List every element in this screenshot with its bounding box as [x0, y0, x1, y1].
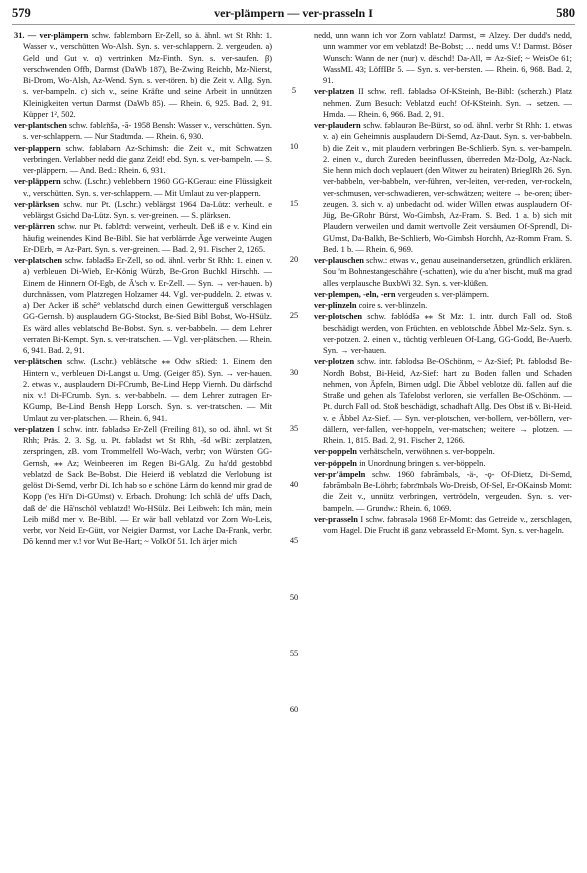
entry-text: schw. intr. fǝblodsǝ Be-OSchönm, ~ Az-Sief; Pt. fǝblodsd Be-Nordh Bobst, Bi-Heid, Az-Sief: hart zu Boden fallen und Schaden nehmen, von Äpfeln, Birnen udgl. Die Äbbel veblotze dü. fallen auf die Straße und gehen als Tafelobst verloren, sie verfallen Be-OSchönm. — Pt. durch Fall od. Stoß beschädigt, schadhaft Allg. Des Obst iß v. Bi-Heid. v. e Äbbel Az-Sief. — Syn. ver-plotschen, ver-bollern, ver-böllern, ver-dällern, ver-fallen, ver-hoppeln, ver-matschen; weitere → plotzen. — Rhein. 1, 815. Bad. 2, 91. Fischer 2, 1266. [323, 357, 572, 445]
dictionary-entry [314, 120, 572, 255]
page-number-left: 579 [12, 6, 31, 20]
entry-text: II schw. refl. fǝbladsǝ Of-KSteinh, Be-Bibl: (scherzh.) Platz nehmen. Zum Besuch: Veblatzd euch! Of-KSteinh. Syn. → setzen. — Hmda. — Rhein. 6, 966. Bad. 2, 91. [323, 87, 572, 119]
dictionary-entry [14, 120, 272, 143]
entry-text: in Unordnung bringen s. ver-böppeln. [356, 458, 486, 468]
entry-headword: ver-plantschen [14, 121, 67, 130]
entry-text: schw. fǝblódšǝ ⁎⁎ St Mz: 1. intr. durch Fall od. Stoß beschädigt werden, von Früchten. en veblotschde Äbbel Mz-Selz. Syn. s. ver-potzen. 2. einen v., tüchtig verbleuen Of-Lang, GG-Godd, Be-Auerb. Syn. → ver-hauen. [323, 312, 572, 355]
line-number-gutter [282, 30, 306, 865]
line-number: 5 [291, 86, 297, 95]
dictionary-entry [314, 356, 572, 446]
right-column [314, 30, 572, 865]
entry-headword: ver-plempen, -eln, -ern [314, 289, 396, 299]
entry-headword: ver-poppeln [314, 447, 357, 457]
entry-text: vergeuden s. ver-plämpern. [395, 289, 489, 299]
dictionary-entry [14, 143, 272, 177]
dictionary-entry [14, 176, 272, 199]
line-number: 30 [289, 367, 299, 377]
entry-text: schw. (Lschr.) veblebbern 1960 GG-KGerau: eine Flüssigkeit v., verschütten. Syn. s. ver-schlappern. — Mit Umlaut zu ver-plappern. [23, 177, 272, 198]
entry-headword: ver-platschen [14, 256, 63, 265]
running-head: ver-plämpern — ver-prasseln I [214, 6, 373, 20]
entry-text: coire s. ver-blinzeln. [356, 301, 428, 310]
entry-headword: ver-plätschen [14, 357, 63, 367]
page-number-right: 580 [556, 6, 575, 20]
entry-headword: ver-plaudern [314, 121, 361, 130]
line-number: 15 [289, 198, 299, 208]
dictionary-entry [314, 86, 572, 120]
entry-headword: ver-plotzen [314, 357, 355, 367]
entry-text: schw. fǝblɛmbǝrn Er-Zell, so ä. ähnl. wt St Rhh: 1. Wasser v., verschütten Wo-Alsh. Syn. s. ver-schlappern. 2. vergeuden. a) Geld und Gut v. α) vertrinken Mz-Finth. Syn. s. ver-saufen. β) verschwenden Offb, Darmst (DaWb 187), Be-Zwing Reichb, Mz-Nierst, Bi-Drom, Wo-Alsh, Az-Wend. Syn. s. ver-tören. b) die Zeit v. Allg. Syn. s. ver-bampeln. c) sich v., seine Kräfte und seine Arbeit in unnützen Kleinigkeiten vertun Darmst (DaWb 85). — Rhein. 6, 925. Bad. 2, 91. Küpper 1², 502. [23, 31, 272, 119]
line-number: 20 [289, 254, 299, 264]
entry-headword: ver-pläppern [14, 177, 61, 187]
entry-text: schw. fǝblɛ̃nšǝ, -ā- 1958 Bensh: Wasser v., verschütten. Syn. s. ver-schlappern. — Nur Stadtmda. — Rhein. 6, 930. [23, 121, 272, 142]
entry-headword: ver-platzen [14, 424, 55, 434]
entry-text: schw. nur Pt. (Lschr.) veblärgst 1964 Da-Lütz: verheult. e veblärgst Gsichd Da-Lütz. Syn. s. ver-greinen. — S. plärksen. [23, 199, 272, 220]
line-number: 10 [289, 142, 299, 152]
entry-headword: ver-pöppeln [314, 458, 357, 468]
entry-text: schw. 1960 fǝbrāmbǝls, -ä-, -ǫ- Of-Dietz, Di-Semd, fǝbrāmbǝln Be-Löhrb; fǝbrɛ̄mbǝls Wo-Dreisb, Of-Sel, Er-OKainsb Momt: die Zeit v., unnütz verbringen, vertrödeln, vergeuden. Syn. s. ver-bampeln. — Grundw.: Rhein. 6, 1069. [323, 469, 572, 513]
entry-text: nedd, unn wann ich vor Zorn vablatz! Darmst, ≃ Alzey. Der dudd's nedd, unn wammer vor em veblatzd! Be-Bobst; … nedd ums V.! Darmst. Böser Wunsch: Wann de ner (nur) v. dëschd! Da-All, ≃ Az-Sief; ~ WeisOe 61; WassML 43; LöffIBr 5. — Syn. s. ver-bersten. — Rhein. 6, 968. Bad. 2, 91. [314, 31, 572, 85]
line-number: 55 [289, 649, 299, 658]
entry-headword: ver-plinzeln [314, 301, 357, 310]
line-number: 45 [289, 536, 299, 546]
dictionary-entry [314, 446, 572, 457]
dictionary-entry [314, 289, 572, 300]
line-number: 50 [289, 592, 299, 602]
dictionary-entry [314, 458, 572, 469]
dictionary-entry [14, 255, 272, 356]
entry-headword: ver-plappern [14, 143, 61, 153]
dictionary-entry [314, 30, 572, 86]
dictionary-entry [14, 424, 272, 548]
dictionary-entry [14, 199, 272, 222]
entry-headword: ver-platzen [314, 87, 355, 97]
entry-text: schw. nur Pt. fǝblɛ̄rd: verweint, verheult. Deß iß e v. Kind ein häufig weinendes Kind Be-Bibl. Sie hat verblärrde Äge verweinte Augen Er-DErb, ≃ Az-Part. Syn. s. ver-greinen. — Bad. 2, 91. Fischer 2, 1265. [23, 222, 272, 254]
columns [12, 30, 575, 865]
entry-text: schw. fǝblabǝrn Az-Schimsh: die Zeit v., mit Schwatzen verbringen. Verlabber nedd die ganz Zeid! ebd. Syn. s. ver-bampeln. — S. ver-pläppern. — And. Bed.: Rhein. 6, 931. [23, 143, 272, 175]
entry-text: I schw. intr. fǝbladsǝ Er-Zell (Freiling 81), so od. ähnl. wt St Rhh; Präs. 2. 3. Sg. u. Pt. fǝbladst wt St Rhh, -šd wBi: zerplatzen, zerspringen, zB. vom Trommelfell Wo-Wach, verbr; von Würsten GG-Gernsh, ⁎⁎ Az; Weinbeeren im Regen Bi-GAlg. Zu ha'dd gestobbd veblatzd de Sack Be-Bobst. Die Heierd iß veblatzd die Verlobung ist gelöst Di-Semd, verbr Di. Ich hab so e schöne Lärm do kennd mir grad de Kopp ('es Hi'n Di-GUmst) v. Erbach. Drohung: Ich schlä de' uffs Dach, daß de' die Hã'nschöl veblatzd! Wo-HSülz. Bei Leibweh: Ich män, mein Leib mißd mer v. Be-Bibl. — Er wär ball veblatzd vor Zorn Wo-Leis, verbr, vor Neid Er-Gütt, vor Neigier Darmst, vor Lache Da-Frank, verbr. Dō kennd mer v.! vor Wut Be-Hart; ~ VolkOf 51. Ich ärjer mich [23, 424, 272, 547]
entry-headword: ver-plärren [14, 222, 55, 232]
entry-text: schw. (Lschr.) veblätsche ⁎⁎ Odw sRied: 1. Einem den Hintern v., verbleuen Di-Langst u. Umg. (Geiger 85). Syn. → ver-hauen. 2. etwas v., ausplaudern Di-FCrumb, Be-Lind Hepp Viernh. Du därfschd nix v.! Di-FCrumb. Syn. s. ver-babbeln. — dem Lehrer zutragen Er-KGump, Be-Lind Bensh Hepp Lorsch. Syn. s. ver-tratschen. — Mit Umlaut zu ver-platschen. — Rhein. 6, 941. [23, 357, 272, 423]
entry-headword: ver-plotschen [314, 312, 363, 322]
entry-text: schw. fǝblaurǝn Be-Bürst, so od. ähnl. verbr St Rhh: 1. etwas v. a) ein Geheimnis ausplaudern Di-Semd, Az-Daut. Syn. s. ver-babbeln. b) die Zeit v., mit plaudern verbringen Be-Schlierb. Syn. s. ver-bampeln. 2. einen v., durch Zureden beeinflussen, überreden Mz-Dolg, Az-Nack. Sie henn mich doch veplauert (den Witwer zu heiraten) BrieglRh 26. Syn. ver-babbeln, ver-babbeln, ver-führen, ver-leiten, ver-reden, ver-rockeln, ver-schmusen, ver-schwadieren, ver-schwätzen; weitere → be-oren; über-zeugen. 3. sich v. a) unbedacht od. wider Willen etwas ausplaudern Of-Jüg, Be-GRohr Bürst, Wo-Gimbsh, Az-Fram. S. Bed. 1 a. b) sich mit Plaudern verweilen und damit wertvolle Zeit versäumen Of-Sprendl, Di-GUmst, Da-Balkh, Be-Schlierb, Wo-Gimbsh Horchh, Az-Romm Fram. S. Bed. 1 b. — Rhein. 6, 969. [323, 121, 572, 254]
entry-text: schw.: etwas v., genau auseinandersetzen, gründlich erklären. Sou 'm Bohnestangeschähre (-schatten), wie du a'ner bischt, muß ma grad alles verplausche BuxbWi 32. Syn. s. ver-klüßen. [323, 256, 572, 288]
dictionary-entry [314, 311, 572, 356]
dictionary-entry [314, 514, 572, 537]
entry-headword: 31. — ver-plämpern [14, 31, 89, 40]
entry-headword: ver-plauschen [314, 256, 364, 265]
entry-headword: ver-prasseln [314, 514, 358, 524]
dictionary-entry [14, 30, 272, 120]
line-number: 35 [289, 423, 299, 433]
entry-text: verhätscheln, verwöhnen s. ver-boppeln. [356, 447, 495, 457]
dictionary-entry [14, 221, 272, 255]
line-number: 25 [289, 311, 299, 321]
line-number: 60 [289, 705, 299, 715]
left-column [14, 30, 272, 865]
entry-headword: ver-pr'ämpeln [314, 469, 366, 479]
dictionary-entry [314, 300, 572, 311]
page-header [12, 6, 575, 25]
entry-text: I schw. fǝbrasǝlǝ 1968 Er-Momt: das Getreide v., zerschlagen, vom Hagel. Die Frucht iß ganz vebrasseld Er-Momt. Syn. s. ver-hageln. [323, 514, 572, 535]
entry-headword: ver-plärksen [14, 199, 60, 209]
dictionary-entry [314, 469, 572, 514]
entry-text: schw. fǝbladšǝ Er-Zell, so od. ähnl. verbr St Rhh: 1. einen v. a) verbleuen Di-Wieb, Er-König Würzb, Be-Gron Buchkl Hirschh. — Einem de Hinnern Of-Egb, de Ā'sch v. Er-Zell. — Syn. → ver-hauen. b) durchnässen, vom Platzregen Holzamer 44. Vgl. ver-puddeln. 2. etwas v. a) Der Acker iß schẽ° veblatschd durch einen Gewitterguß verschlagen GG-Gernsh. b) ausplaudern GG-Stockst, Be-Sied Bibl Bobst, Wo-HSülz. Es wärd alles veblatschd Be-Bobst. Syn. s. ver-babbeln. — dem Lehrer verraten Bi-Kempt. Syn. s. ver-tratschen. — Vgl. ver-plätschen. — Rhein. 6, 941. Bad. 2, 91. [23, 256, 272, 355]
line-number: 40 [289, 480, 299, 490]
dictionary-entry [14, 356, 272, 424]
dictionary-entry [314, 255, 572, 289]
